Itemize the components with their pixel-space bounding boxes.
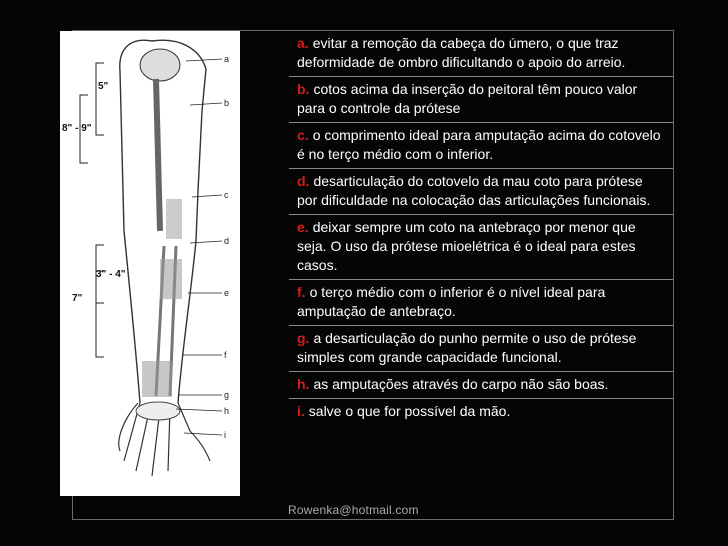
note-letter: g.	[297, 330, 310, 346]
forearm-hatch-upper	[160, 259, 182, 299]
measurement-3-4in: 3" - 4"	[96, 269, 126, 280]
note-row-c	[289, 123, 673, 169]
note-letter: i.	[297, 403, 305, 419]
measurement-5in: 5"	[98, 81, 109, 92]
note-letter: d.	[297, 173, 310, 189]
note-row-e	[289, 215, 673, 280]
level-label-c: c	[224, 190, 229, 200]
note-letter: f.	[297, 284, 306, 300]
note-text: evitar a remoção da cabeça do úmero, o que traz deformidade de ombro dificultando o apoio do arreio.	[297, 35, 626, 70]
bracket-7in	[96, 271, 104, 357]
note-row-h	[289, 372, 673, 399]
note-text: a desarticulação do punho permite o uso de prótese simples com grande capacidade funcional.	[297, 330, 637, 365]
measurement-8-9in: 8" - 9"	[62, 123, 92, 134]
elbow-hatch	[166, 199, 182, 239]
level-label-d: d	[224, 236, 230, 246]
bracket-5in	[96, 63, 104, 135]
note-row-a	[289, 31, 673, 77]
humerus-shaft	[156, 79, 160, 231]
level-label-f: f	[224, 350, 227, 360]
arm-amputation-levels-figure	[60, 31, 240, 496]
note-text: deixar sempre um coto na antebraço por menor que seja. O uso da prótese mioelétrica é o ideal para estes casos.	[297, 219, 636, 273]
forearm-outline-left	[124, 231, 140, 403]
level-label-a: a	[224, 54, 230, 64]
note-text: o comprimento ideal para amputação acima do cotovelo é no terço médio com o inferior.	[297, 127, 661, 162]
note-letter: h.	[297, 376, 310, 392]
note-row-f	[289, 280, 673, 326]
note-text: desarticulação do cotovelo da mau coto para prótese por dificuldade na colocação das articulações funcionais.	[297, 173, 651, 208]
level-label-b: b	[224, 98, 230, 108]
level-label-g: g	[224, 390, 230, 400]
note-text: as amputações através do carpo não são boas.	[313, 376, 609, 392]
level-label-h: h	[224, 406, 230, 416]
amputation-notes-table	[289, 31, 673, 425]
forearm-hatch-lower	[142, 361, 172, 397]
note-text: cotos acima da inserção do peitoral têm pouco valor para o controle da prótese	[297, 81, 638, 116]
level-label-i: i	[224, 430, 226, 440]
note-letter: c.	[297, 127, 309, 143]
note-letter: b.	[297, 81, 310, 97]
note-text: salve o que for possível da mão.	[308, 403, 511, 419]
level-markers	[176, 59, 222, 435]
measurement-7in: 7"	[72, 293, 83, 304]
note-row-d	[289, 169, 673, 215]
carpal-region	[136, 402, 180, 420]
note-row-i	[289, 399, 673, 425]
note-row-b	[289, 77, 673, 123]
note-letter: e.	[297, 219, 309, 235]
arm-illustration	[60, 31, 240, 496]
level-label-e: e	[224, 288, 230, 298]
note-letter: a.	[297, 35, 309, 51]
note-row-g	[289, 326, 673, 372]
watermark: Rowenka@hotmail.com	[288, 503, 419, 517]
humerus-head	[140, 49, 180, 81]
note-text: o terço médio com o inferior é o nível ideal para amputação de antebraço.	[297, 284, 606, 319]
